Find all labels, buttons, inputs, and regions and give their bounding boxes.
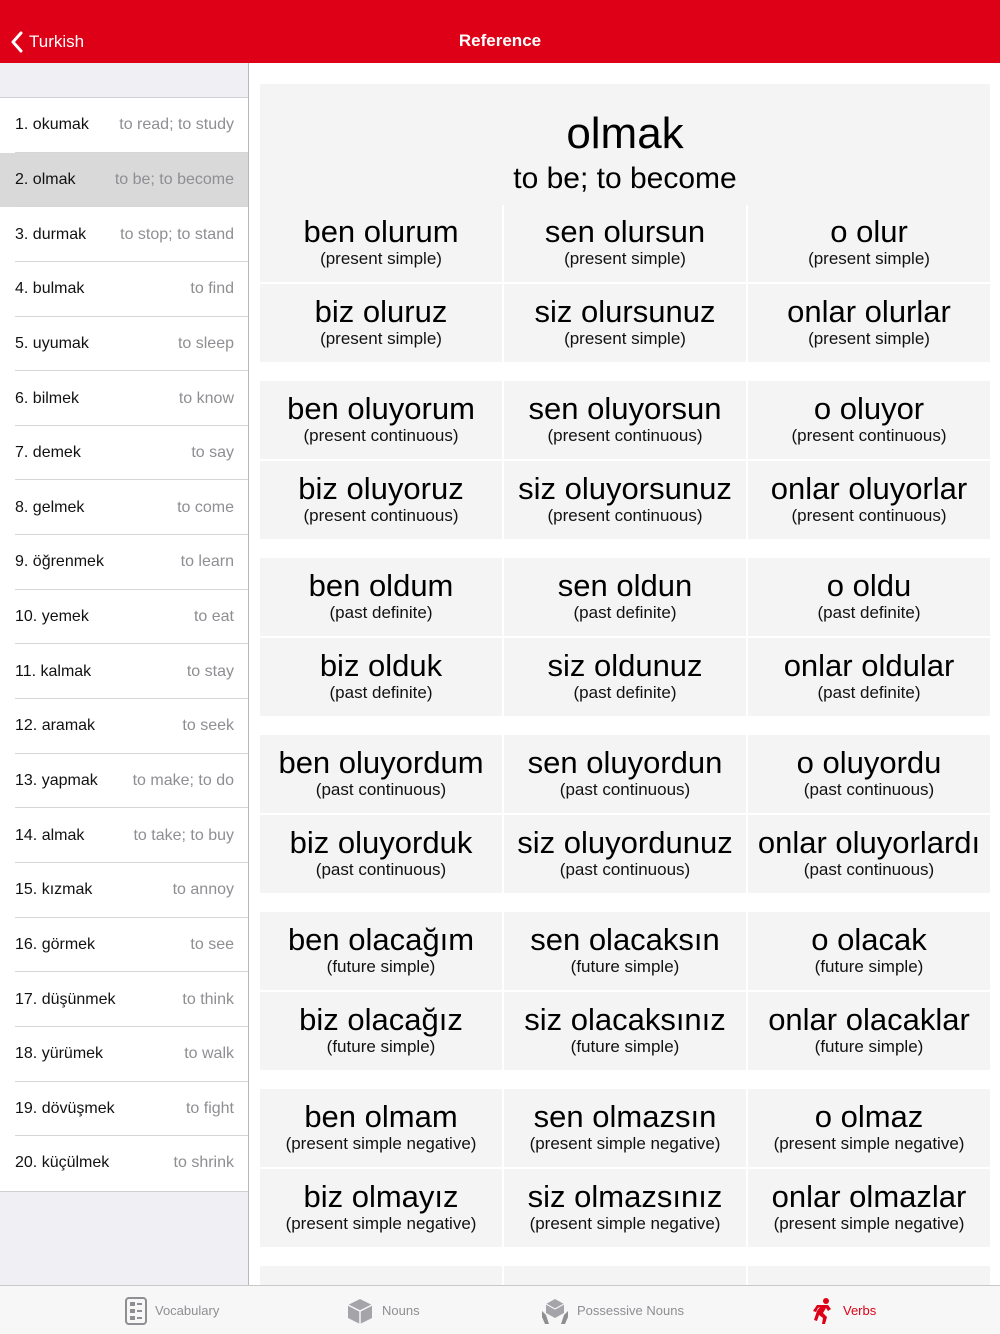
conjugated-form: biz olduk: [319, 648, 443, 683]
verb-list-item[interactable]: [0, 98, 249, 153]
verb-list-item[interactable]: [0, 207, 249, 262]
vocabulary-icon: [125, 1297, 155, 1325]
tense-label: (present simple): [808, 329, 930, 348]
navigation-bar: [0, 0, 1000, 63]
verb-list-item-meaning: to learn: [180, 553, 234, 571]
tense-label: (future simple): [326, 1037, 436, 1056]
verb-list-item-meaning: to read; to study: [119, 116, 234, 134]
conjugation-cell: [504, 1169, 746, 1247]
conjugation-cell: [748, 735, 990, 813]
tense-label: (past continuous): [559, 860, 691, 879]
tab-label: Vocabulary: [155, 1303, 220, 1318]
conjugation-cell: [260, 461, 502, 539]
verb-list-item-meaning: to seek: [182, 717, 234, 735]
tense-group-partial: [260, 1266, 990, 1285]
verb-title: olmak: [566, 109, 684, 158]
verb-list-item[interactable]: [0, 972, 249, 1027]
verb-list-item[interactable]: [0, 1082, 249, 1137]
verb-list-item-word: 14. almak: [15, 826, 85, 844]
tab-nouns[interactable]: [346, 1286, 420, 1334]
verb-list-item-meaning: to know: [178, 389, 234, 407]
conjugation-cell: [260, 815, 502, 893]
tense-label: (present continuous): [791, 426, 947, 445]
tense-group: [260, 912, 990, 1070]
conjugation-panel[interactable]: [250, 63, 1000, 1285]
conjugation-cell: [260, 1169, 502, 1247]
verb-list-item-meaning: to think: [182, 990, 234, 1008]
verb-list-item-word: 1. okumak: [15, 116, 89, 134]
conjugation-cell: [260, 204, 502, 282]
verb-list-item[interactable]: [0, 1027, 249, 1082]
conjugated-form: sen olursun: [544, 214, 706, 249]
verb-list-item[interactable]: [0, 1136, 249, 1191]
conjugated-form: biz olmayız: [303, 1179, 459, 1214]
conjugated-form: o oluyor: [813, 391, 925, 426]
conjugated-form: siz oldunuz: [547, 648, 703, 683]
verb-list-item[interactable]: [0, 863, 249, 918]
verb-list-item-meaning: to shrink: [173, 1154, 234, 1172]
tense-label: (past continuous): [803, 780, 935, 799]
verb-header-card: [260, 84, 990, 205]
verb-list-item-meaning: to be; to become: [114, 170, 234, 188]
tense-label: (present simple negative): [773, 1214, 965, 1233]
conjugated-form: siz olursunuz: [534, 294, 716, 329]
tab-bar: [0, 1285, 1000, 1334]
verb-list: [0, 97, 249, 1192]
verb-list-item-word: 2. olmak: [15, 170, 76, 188]
conjugated-form: biz oluyoruz: [298, 471, 464, 506]
tab-vocabulary[interactable]: [125, 1286, 219, 1334]
tense-label: (present continuous): [791, 506, 947, 525]
verb-list-item-meaning: to come: [177, 498, 234, 516]
verb-list-item-word: 12. aramak: [15, 717, 96, 735]
conjugated-form: ben oluyordum: [278, 745, 484, 780]
conjugated-form: sen oldun: [557, 568, 693, 603]
verb-list-item-word: 18. yürümek: [15, 1045, 104, 1063]
verb-list-item-meaning: to take; to buy: [133, 826, 234, 844]
conjugation-cell: [504, 638, 746, 716]
tense-group: [260, 558, 990, 716]
tense-label: (present simple): [320, 329, 442, 348]
conjugated-form: biz oluyorduk: [289, 825, 473, 860]
conjugated-form: sen olmazsın: [533, 1099, 717, 1134]
tab-possessive-nouns[interactable]: [541, 1286, 684, 1334]
conjugation-cell: [748, 204, 990, 282]
conjugated-form: siz olacaksınız: [524, 1002, 726, 1037]
tense-label: (present simple negative): [529, 1214, 721, 1233]
tense-label: (present simple): [564, 249, 686, 268]
conjugation-cell: [748, 461, 990, 539]
tense-label: (past continuous): [559, 780, 691, 799]
tense-group: [260, 204, 990, 362]
verb-list-item-meaning: to walk: [184, 1045, 234, 1063]
conjugation-cell: [504, 461, 746, 539]
conjugation-cell: [748, 284, 990, 362]
tense-label: (future simple): [814, 1037, 924, 1056]
tense-group: [260, 735, 990, 893]
conjugation-cell: [504, 558, 746, 636]
verb-list-item[interactable]: [0, 808, 249, 863]
back-button-label: Turkish: [29, 32, 85, 51]
conjugation-cell: [504, 1266, 746, 1285]
tense-label: (past continuous): [315, 780, 447, 799]
conjugated-form: siz oluyordunuz: [517, 825, 733, 860]
conjugation-cell: [748, 1266, 990, 1285]
conjugated-form: biz oluruz: [314, 294, 448, 329]
conjugated-form: siz olmazsınız: [527, 1179, 723, 1214]
verb-list-item-word: 19. dövüşmek: [15, 1099, 115, 1117]
conjugation-cell: [504, 204, 746, 282]
verb-list-item[interactable]: [0, 480, 249, 535]
conjugated-form: o oluyordu: [796, 745, 942, 780]
conjugated-form: onlar olmazlar: [771, 1179, 967, 1214]
verb-list-item-word: 16. görmek: [15, 935, 96, 953]
tab-verbs[interactable]: [811, 1286, 876, 1334]
conjugation-cell: [504, 912, 746, 990]
verb-list-item[interactable]: [0, 754, 249, 809]
verb-list-item[interactable]: [0, 262, 249, 317]
conjugated-form: o olur: [830, 214, 908, 249]
verb-list-item-word: 11. kalmak: [15, 662, 92, 680]
verb-list-item[interactable]: [0, 153, 249, 208]
page-title: Reference: [458, 31, 542, 50]
verb-list-item-word: 13. yapmak: [15, 772, 98, 789]
conjugation-cell: [748, 815, 990, 893]
conjugation-cell: [748, 638, 990, 716]
conjugation-cell: [504, 1089, 746, 1167]
conjugated-form: o olacak: [811, 922, 927, 957]
tense-label: (past definite): [817, 683, 921, 702]
conjugated-form: biz olacağız: [299, 1002, 463, 1037]
tense-label: (present simple): [808, 249, 930, 268]
conjugated-form: ben olacağım: [287, 922, 475, 957]
conjugation-cell: [260, 1089, 502, 1167]
conjugation-cell: [260, 992, 502, 1070]
verb-list-item-meaning: to find: [190, 280, 234, 298]
tense-label: (present simple): [320, 249, 442, 268]
verb-list-item-meaning: to annoy: [172, 881, 234, 899]
conjugated-form: onlar olacaklar: [768, 1002, 970, 1037]
tense-label: (present simple): [564, 329, 686, 348]
conjugation-cell: [504, 381, 746, 459]
conjugation-cell: [748, 1089, 990, 1167]
verb-list-item-word: 15. kızmak: [15, 881, 93, 899]
verb-list-item-meaning: to sleep: [177, 334, 234, 352]
tense-label: (present simple negative): [285, 1134, 477, 1153]
tab-label: Nouns: [382, 1303, 420, 1318]
conjugation-cell: [748, 381, 990, 459]
running-figure-icon: [811, 1297, 843, 1325]
verb-list-item-meaning: to say: [191, 444, 234, 462]
tab-label: Possessive Nouns: [577, 1303, 684, 1318]
verb-list-item-meaning: to stay: [186, 662, 234, 680]
verb-list-item[interactable]: [0, 644, 249, 699]
verb-list-item-word: 5. uyumak: [15, 334, 89, 352]
tense-label: (past continuous): [803, 860, 935, 879]
conjugation-cell: [260, 638, 502, 716]
conjugated-form: sen oluyorsun: [528, 391, 722, 426]
conjugation-cell: [748, 1169, 990, 1247]
conjugated-form: onlar oluyorlardı: [757, 825, 981, 860]
conjugation-cell: [260, 912, 502, 990]
conjugation-cell: [748, 912, 990, 990]
tense-label: (past definite): [329, 603, 433, 622]
conjugated-form: onlar oldular: [783, 648, 955, 683]
verb-list-item-meaning: to make; to do: [132, 772, 234, 789]
verb-list-item-word: 8. gelmek: [15, 498, 85, 516]
conjugated-form: siz oluyorsunuz: [518, 471, 732, 506]
tense-label: (present continuous): [303, 506, 459, 525]
verb-list-item[interactable]: [0, 371, 249, 426]
verb-list-item-meaning: to stop; to stand: [120, 225, 234, 243]
conjugated-form: sen oluyordun: [527, 745, 723, 780]
tense-label: (past definite): [573, 683, 677, 702]
tense-label: (present continuous): [303, 426, 459, 445]
verb-list-item-word: 6. bilmek: [15, 389, 80, 407]
conjugated-form: sen olacaksın: [530, 922, 720, 957]
conjugated-form: ben oluyorum: [287, 391, 475, 426]
verb-list-item[interactable]: [0, 317, 249, 372]
tense-label: (present continuous): [547, 506, 703, 525]
verb-list-item-meaning: to eat: [193, 608, 234, 626]
tense-label: (past definite): [573, 603, 677, 622]
cube-icon: [346, 1297, 382, 1325]
verb-list-item-word: 3. durmak: [15, 225, 87, 243]
conjugation-cell: [748, 558, 990, 636]
conjugation-cell: [260, 1266, 502, 1285]
verb-meaning: to be; to become: [513, 162, 737, 195]
verb-list-item[interactable]: [0, 590, 249, 645]
conjugation-cell: [504, 815, 746, 893]
verb-list-item-meaning: to fight: [185, 1099, 234, 1117]
conjugation-cell: [260, 284, 502, 362]
tense-group: [260, 1089, 990, 1247]
tense-label: (past continuous): [315, 860, 447, 879]
verb-list-item[interactable]: [0, 426, 249, 481]
hands-cube-icon: [541, 1297, 577, 1325]
tense-group: [260, 381, 990, 539]
conjugated-form: onlar oluyorlar: [770, 471, 968, 506]
verb-list-item[interactable]: [0, 699, 249, 754]
tense-label: (future simple): [570, 1037, 680, 1056]
tense-label: (future simple): [326, 957, 436, 976]
tense-label: (future simple): [570, 957, 680, 976]
verb-list-item-word: 7. demek: [15, 444, 81, 462]
verb-list-item-word: 17. düşünmek: [15, 990, 116, 1008]
conjugation-cell: [260, 381, 502, 459]
verb-list-item-meaning: to see: [190, 935, 234, 953]
conjugated-form: ben olurum: [303, 214, 459, 249]
verb-list-item[interactable]: [0, 918, 249, 973]
conjugated-form: ben olmam: [304, 1099, 458, 1134]
tense-label: (future simple): [814, 957, 924, 976]
conjugated-form: ben oldum: [308, 568, 454, 603]
conjugation-cell: [504, 992, 746, 1070]
conjugation-cell: [260, 735, 502, 813]
conjugation-cell: [504, 735, 746, 813]
conjugated-form: o oldu: [826, 568, 912, 603]
tense-label: (past definite): [329, 683, 433, 702]
verb-list-item-word: 4. bulmak: [15, 280, 85, 298]
conjugation-cell: [748, 992, 990, 1070]
verb-list-item-word: 20. küçülmek: [15, 1154, 110, 1172]
conjugation-cell: [504, 284, 746, 362]
conjugation-cell: [260, 558, 502, 636]
tense-label: (present simple negative): [285, 1214, 477, 1233]
tense-label: (present simple negative): [773, 1134, 965, 1153]
tense-label: (present continuous): [547, 426, 703, 445]
verb-list-item[interactable]: [0, 535, 249, 590]
tense-label: (past definite): [817, 603, 921, 622]
tab-label: Verbs: [843, 1303, 877, 1318]
verb-list-item-word: 9. öğrenmek: [15, 553, 104, 571]
sidebar: [0, 63, 249, 1285]
tense-label: (present simple negative): [529, 1134, 721, 1153]
conjugated-form: o olmaz: [814, 1099, 924, 1134]
verb-list-item-word: 10. yemek: [15, 608, 89, 626]
conjugated-form: onlar olurlar: [787, 294, 951, 329]
